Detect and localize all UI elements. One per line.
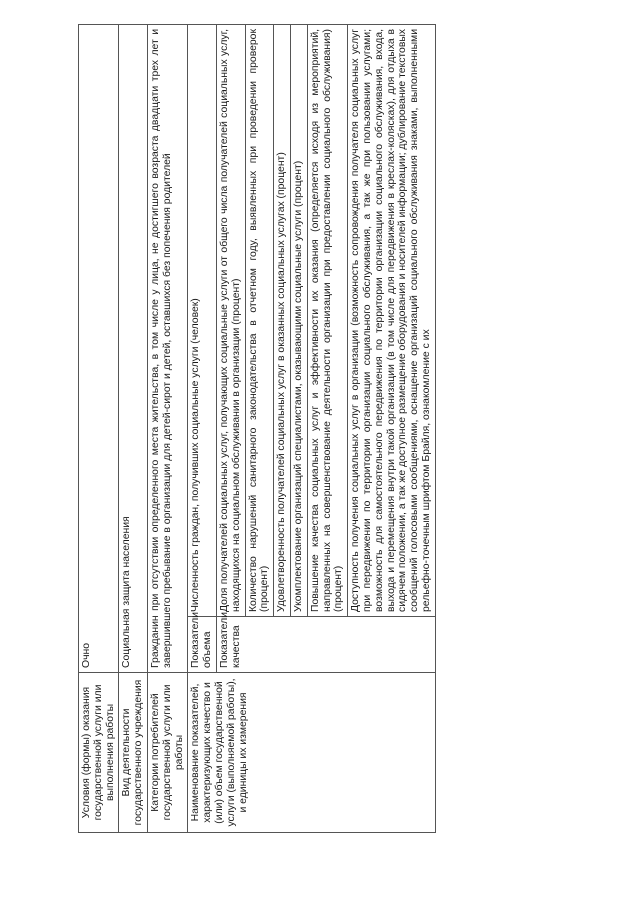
- service-table: [78, 24, 436, 833]
- indicators-label: Наименование показателей, характеризующих качество и (или) объем государственной услуги (выполняемой работы), и единицы их измерения: [188, 673, 435, 833]
- quality-type: Показатели качества: [216, 617, 435, 673]
- quality-item: Укомплектование организаций специалистами, оказывающими социальные услуги (процент): [290, 24, 307, 616]
- quality-item: Количество нарушений санитарного законодательства в отчетном году, выявленных при проведении проверок (процент): [245, 24, 274, 616]
- consumers-label: Категории потребителей государственной услуги или работы: [147, 673, 187, 833]
- consumers-value: Гражданин при отсутствии определенного места жительства, в том числе у лица, не достигшего возраста двадцати трех лет и завершившего пребывание в организации для детей-сирот и детей, оставшихся без попечения родителей: [147, 24, 187, 672]
- conditions-label: Условия (формы) оказания государственной услуги или выполнения работы: [79, 673, 119, 833]
- activity-value: Социальная защита населения: [119, 24, 148, 672]
- quality-item: Удовлетворенность получателей социальных услуг в оказанных социальных услугах (процент): [274, 24, 291, 616]
- conditions-value: Очно: [79, 24, 119, 672]
- table-row: [147, 24, 187, 832]
- table-row: [79, 24, 119, 832]
- volume-item: Численность граждан, получивших социальные услуги (человек): [188, 24, 217, 616]
- table-row: [188, 24, 217, 832]
- activity-label: Вид деятельности государственного учреждения: [119, 673, 148, 833]
- quality-item: Доступность получения социальных услуг в организации (возможность сопровождения получателя социальных услуг при передвижении по территории организации социального обслуживания, а так же при пользовании услугами; возможность для самостоятельного передвижения по территории организации социального обслуживания, входа, выхода и перемещения внутри такой организации (в том числе для передвижения в креслах-колясках), для отдыха в сидячем положении, а так же доступное размещение оборудования и носителей информации; дублирование текстовых сообщений голосовыми сообщениями, оснащение организаций социального обслуживания знаками, выполненными рельефно-точечным шрифтом Брайля, ознакомление с их: [348, 24, 436, 616]
- quality-item: Доля получателей социальных услуг, получающих социальные услуги от общего числа получателей социальных услуг, находящихся на социальном обслуживании в организации (процент): [216, 24, 245, 616]
- volume-type: Показатели объема: [188, 617, 217, 673]
- table-row: [119, 24, 148, 832]
- quality-item: Повышение качества социальных услуг и эффективности их оказания (определяется исходя из мероприятий, направленных на совершенствование деятельности организации при предоставлении социального обслуживания) (процент): [307, 24, 347, 616]
